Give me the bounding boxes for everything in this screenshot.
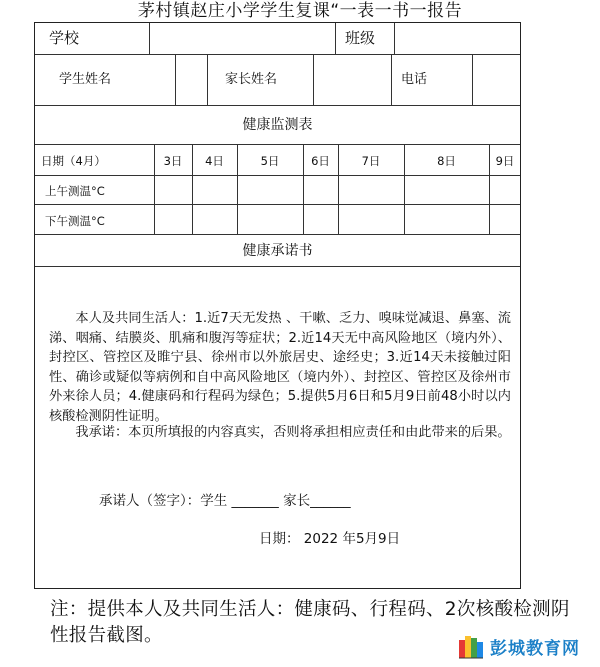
pledge-date: 日期： 2022 年5月9日	[259, 531, 401, 547]
pledge-section-title: 健康承诺书	[242, 243, 313, 259]
pledge-commitment: 我承诺：本页所填报的内容真实，否则将承担相应责任和由此带来的后果。	[75, 425, 511, 440]
school-label: 学校	[49, 29, 80, 47]
date-label: 日期（4月）	[41, 154, 106, 168]
date-7: 7日	[361, 154, 381, 168]
date-8: 8日	[437, 154, 456, 168]
pm-temp-label: 下午测温°C	[45, 214, 105, 228]
site-watermark	[452, 628, 600, 666]
class-label: 班级	[345, 29, 376, 47]
am-temp-label: 上午测温°C	[45, 184, 105, 198]
parent-name-label: 家长姓名	[225, 72, 278, 87]
signature-line: 承诺人（签字）：学生 _______ 家长______	[99, 493, 351, 509]
student-name-label: 学生姓名	[59, 72, 112, 87]
phone-label: 电话	[401, 72, 428, 87]
date-4: 4日	[205, 154, 224, 168]
date-5: 5日	[260, 154, 280, 168]
document-title: 茅村镇赵庄小学学生复课“一表一书一报告	[137, 1, 463, 21]
watermark-text: 彭城教育网	[490, 639, 580, 659]
monitor-section-title: 健康监测表	[242, 117, 313, 133]
date-6: 6日	[311, 154, 330, 168]
note-text: 注：提供本人及共同生活人：健康码、行程码、2次核酸检测阴性报告截图。	[50, 599, 570, 646]
book-icon	[458, 632, 484, 660]
date-9: 9日	[495, 154, 515, 168]
form-table	[34, 22, 521, 589]
pledge-paragraph: 本人及共同生活人：1.近7天无发热 、干嗽、乏力、嗅味觉减退、鼻塞、流涕、咽痛、结膜炎、肌痛和腹泻等症状；2.近14天无中高风险地区（境内外）、封控区、管控区及睢宁县、徐州市以外旅居史、途经史；3.近14天未接触过阳性、确诊或疑似等病例和自中高风险地区（境内外）、封控区、管控区及徐州市外来徐人员；4.健康码和行程码为绿色；5.提供5月6日和5月9日前48小时以内核酸检测阴性证明。	[49, 311, 511, 424]
date-3: 3日	[163, 154, 183, 168]
